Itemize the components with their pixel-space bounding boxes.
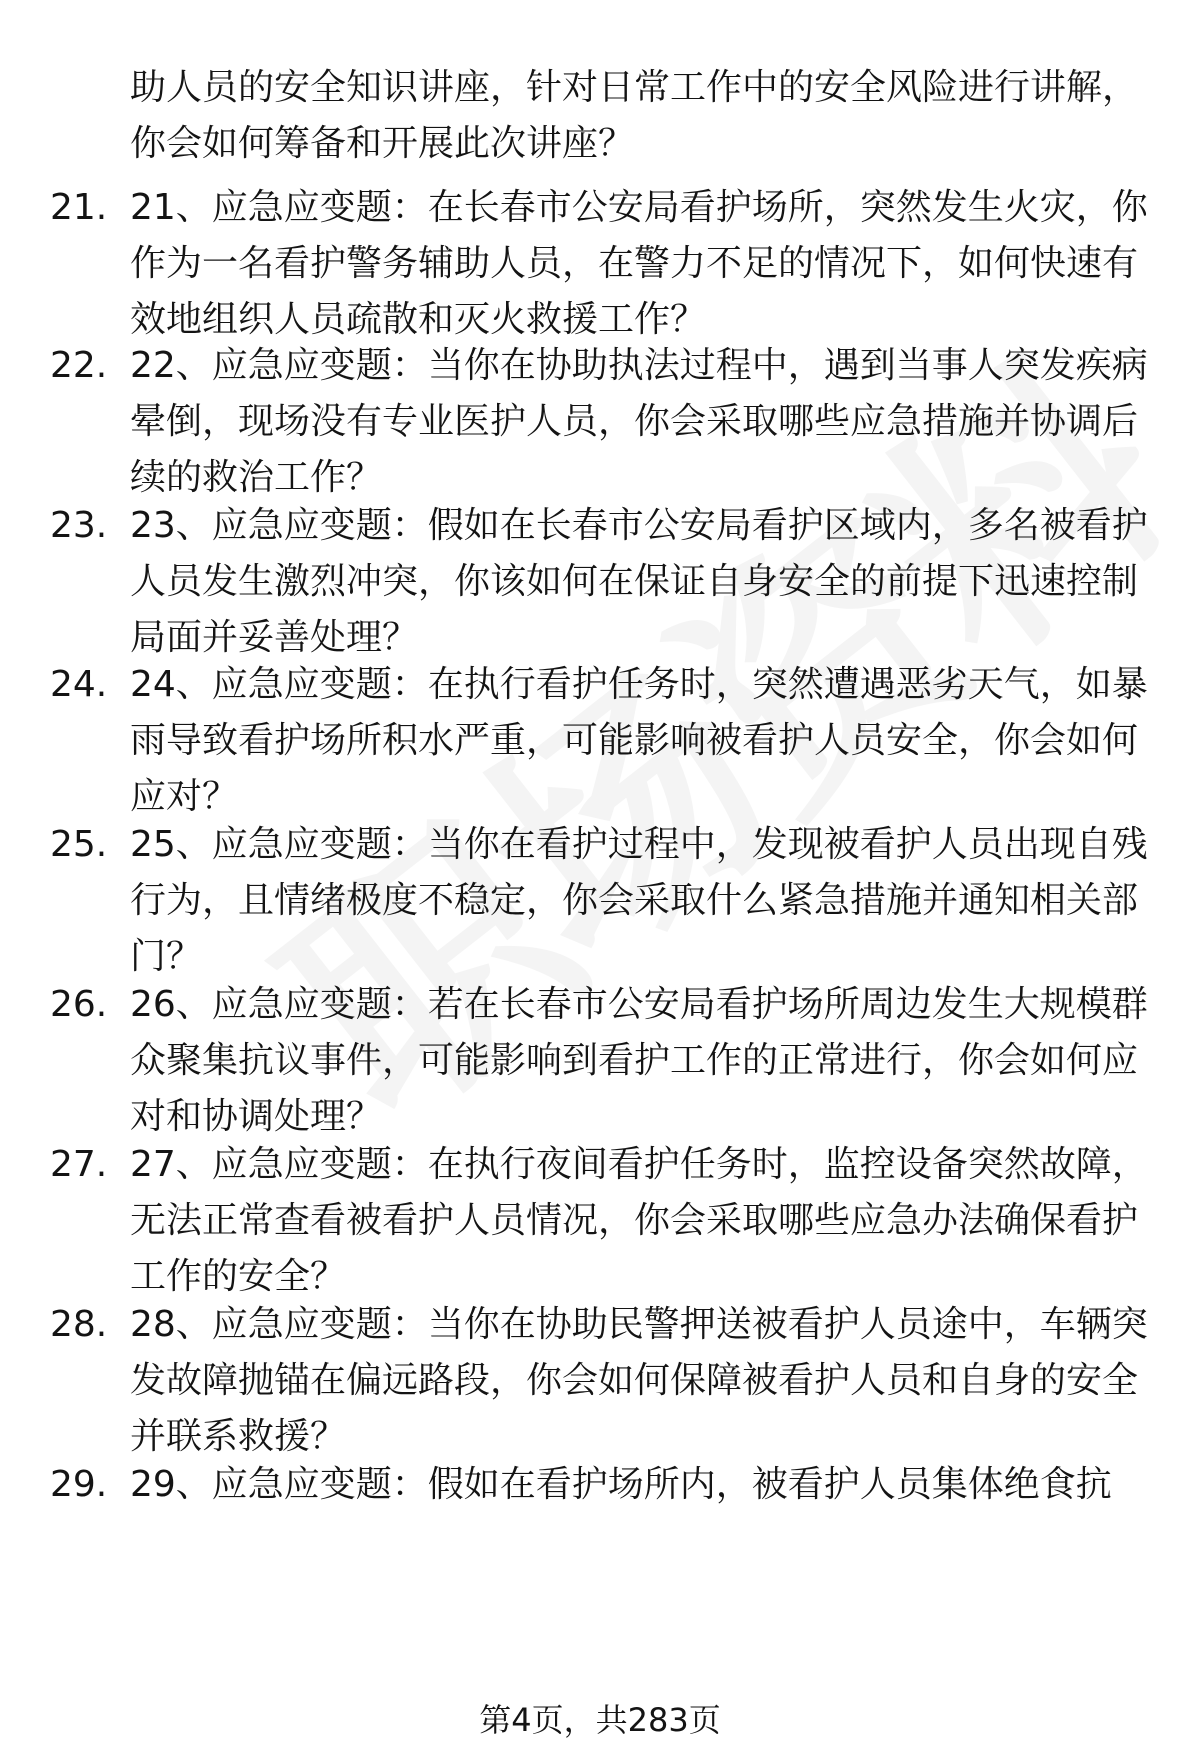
question-text: 25、应急应变题：当你在看护过程中，发现被看护人员出现自残行为，且情绪极度不稳定，你会采取什么紧急措施并通知相关部门？ bbox=[130, 824, 1148, 977]
page-footer: 第4页，共283页 bbox=[479, 1701, 721, 1739]
question-text: 29、应急应变题：假如在看护场所内，被看护人员集体绝食抗 bbox=[130, 1464, 1112, 1505]
continuation-paragraph: 助人员的安全知识讲座，针对日常工作中的安全风险进行讲解，你会如何筹备和开展此次讲座？ bbox=[130, 67, 1139, 164]
question-text: 23、应急应变题：假如在长春市公安局看护区域内，多名被看护人员发生激烈冲突，你该如何在保证自身安全的前提下迅速控制局面并妥善处理？ bbox=[130, 505, 1148, 658]
question-number: 24. bbox=[50, 664, 108, 705]
question-number: 26. bbox=[50, 984, 108, 1025]
question-number: 28. bbox=[50, 1304, 108, 1345]
question-text: 24、应急应变题：在执行看护任务时，突然遭遇恶劣天气，如暴雨导致看护场所积水严重，可能影响被看护人员安全，你会如何应对？ bbox=[130, 664, 1148, 817]
question-number: 29. bbox=[50, 1464, 108, 1505]
question-text: 21、应急应变题：在长春市公安局看护场所，突然发生火灾，你作为一名看护警务辅助人员，在警力不足的情况下，如何快速有效地组织人员疏散和灭火救援工作？ bbox=[130, 187, 1148, 340]
question-text: 26、应急应变题：若在长春市公安局看护场所周边发生大规模群众聚集抗议事件，可能影响到看护工作的正常进行，你会如何应对和协调处理？ bbox=[130, 984, 1148, 1137]
question-number: 23. bbox=[50, 505, 108, 546]
question-number: 25. bbox=[50, 824, 108, 865]
question-number: 27. bbox=[50, 1144, 108, 1185]
question-text: 28、应急应变题：当你在协助民警押送被看护人员途中，车辆突发故障抛锚在偏远路段，你会如何保障被看护人员和自身的安全并联系救援？ bbox=[130, 1304, 1148, 1457]
question-number: 21. bbox=[50, 187, 108, 228]
question-number: 22. bbox=[50, 345, 108, 386]
question-text: 22、应急应变题：当你在协助执法过程中，遇到当事人突发疾病晕倒，现场没有专业医护人员，你会采取哪些应急措施并协调后续的救治工作？ bbox=[130, 345, 1148, 498]
question-text: 27、应急应变题：在执行夜间看护任务时，监控设备突然故障，无法正常查看被看护人员情况，你会采取哪些应急办法确保看护工作的安全？ bbox=[130, 1144, 1148, 1297]
